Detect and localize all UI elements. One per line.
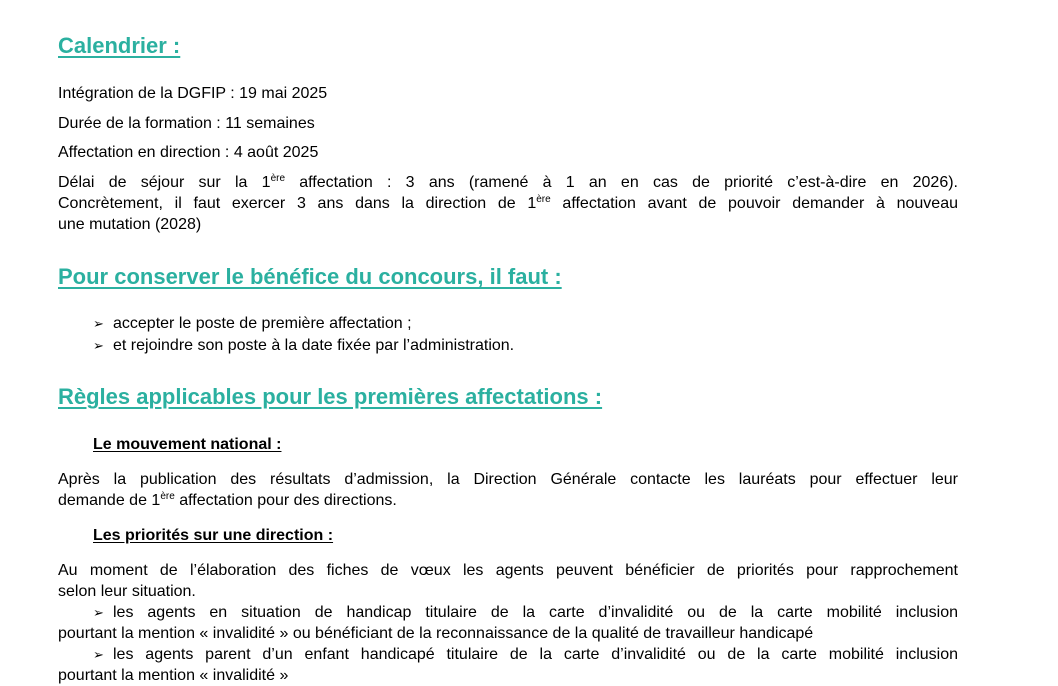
- arrow-bullet-icon: ➢: [93, 647, 104, 662]
- heading-calendrier: Calendrier :: [58, 33, 181, 58]
- subheading-priorites: Les priorités sur une direction :: [93, 527, 334, 544]
- list-item: ➢ et rejoindre son poste à la date fixée par l’administration.: [93, 337, 515, 354]
- parent-line-1: ➢ les agents parent d’un enfant handicapé titulaire de la carte d’invalidité ou de la carte mobilité inclusion: [93, 646, 958, 663]
- handicap-line-2: pourtant la mention « invalidité » ou bénéficiant de la reconnaissance de la qualité de travailleur handicapé: [58, 625, 814, 642]
- arrow-bullet-icon: ➢: [93, 316, 104, 331]
- mouvement-line-2: demande de 1ère affectation pour des directions.: [58, 491, 397, 509]
- heading-conserver: Pour conserver le bénéfice du concours, il faut :: [58, 264, 562, 289]
- mouvement-line-1: Après la publication des résultats d’admission, la Direction Générale contacte les lauréats pour effectuer leur: [58, 471, 958, 488]
- priorites-line-2: selon leur situation.: [58, 583, 196, 600]
- delai-line-1: Délai de séjour sur la 1ère affectation : 3 ans (ramené à 1 an en cas de priorité c’est-à-dire en 2026).: [58, 173, 958, 191]
- parent-line-2: pourtant la mention « invalidité »: [58, 667, 289, 684]
- affectation-line: Affectation en direction : 4 août 2025: [58, 144, 319, 161]
- delai-paragraph: [58, 172, 958, 235]
- priorites-paragraph: [58, 560, 958, 686]
- delai-line-2: Concrètement, il faut exercer 3 ans dans la direction de 1ère affectation avant de pouvoir demander à nouveau: [58, 194, 958, 212]
- priorites-line-1: Au moment de l’élaboration des fiches de vœux les agents peuvent bénéficier de priorités pour rapprochement: [58, 562, 958, 579]
- integration-line: Intégration de la DGFIP : 19 mai 2025: [58, 85, 328, 102]
- arrow-bullet-icon: ➢: [93, 338, 104, 353]
- mouvement-paragraph: [58, 469, 958, 511]
- heading-regles: Règles applicables pour les premières affectations :: [58, 384, 603, 409]
- delai-line-3: une mutation (2028): [58, 216, 202, 233]
- duree-line: Durée de la formation : 11 semaines: [58, 115, 315, 132]
- arrow-bullet-icon: ➢: [93, 605, 104, 620]
- handicap-line-1: ➢ les agents en situation de handicap titulaire de la carte d’invalidité ou de la carte mobilité inclusion: [93, 604, 958, 621]
- subheading-mouvement: Le mouvement national :: [93, 436, 282, 453]
- list-item: ➢ accepter le poste de première affectation ;: [93, 315, 412, 332]
